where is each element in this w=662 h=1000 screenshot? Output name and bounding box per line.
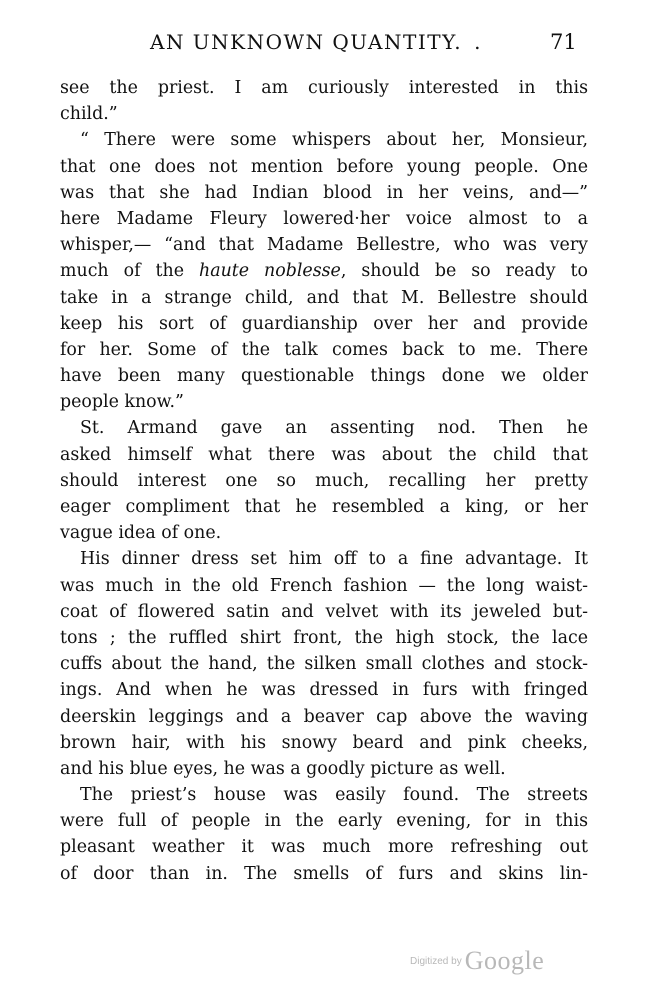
text-line: were full of people in the early evening, for in this — [60, 811, 588, 832]
text-line: whisper,— “and that Madame Bellestre, who was very — [60, 235, 588, 256]
running-title: AN UNKNOWN QUANTITY. — [150, 30, 463, 54]
text-line: The priest’s house was easily found. The streets — [80, 785, 588, 806]
text-line: here Madame Fleury lowered·her voice almost to a — [60, 208, 588, 229]
text-fragment: , should be so ready to — [340, 261, 589, 282]
text-line: for her. Some of the talk comes back to me. There — [60, 339, 588, 360]
text-line: St. Armand gave an assenting nod. Then he — [80, 418, 588, 439]
text-line: child.” — [60, 104, 118, 125]
digitized-watermark — [410, 946, 544, 976]
text-line: should interest one so much, recalling her pretty — [60, 470, 588, 491]
text-line: that one does not mention before young people. One — [60, 156, 588, 177]
page-number: 71 — [550, 30, 577, 54]
text-line: and his blue eyes, he was a goodly picture as well. — [60, 758, 506, 779]
text-line: asked himself what there was about the child that — [60, 444, 588, 465]
text-line: of door than in. The smells of furs and skins lin- — [60, 863, 588, 884]
text-line: pleasant weather it was much more refreshing out — [60, 837, 588, 858]
text-line: deerskin leggings and a beaver cap above the waving — [60, 706, 588, 727]
text-line: brown hair, with his snowy beard and pink cheeks, — [60, 732, 588, 753]
body-text — [60, 75, 588, 887]
text-line: tons ; the ruffled shirt front, the high stock, the lace — [60, 627, 588, 648]
text-line: eager compliment that he resembled a king, or her — [60, 497, 588, 517]
text-line: coat of flowered satin and velvet with its jeweled but- — [60, 601, 588, 622]
text-line: His dinner dress set him off to a fine advantage. It — [80, 549, 588, 570]
text-line: was much in the old French fashion — the long waist- — [60, 575, 588, 596]
text-line: ings. And when he was dressed in furs with fringed — [60, 680, 588, 701]
italic-phrase: haute noblesse — [199, 261, 341, 282]
running-header — [150, 30, 590, 54]
text-line: keep his sort of guardianship over her and provide — [60, 313, 588, 334]
text-line: was that she had Indian blood in her veins, and—” — [60, 182, 588, 203]
text-fragment: much of the — [60, 261, 184, 282]
google-logo: Google — [464, 946, 545, 975]
text-line: “ There were some whispers about her, Monsieur, — [80, 130, 588, 151]
text-line: vague idea of one. — [60, 523, 222, 544]
text-line: have been many questionable things done we older — [60, 366, 588, 387]
text-line: see the priest. I am curiously interested in this — [60, 78, 588, 98]
watermark-prefix: Digitized by — [410, 955, 462, 967]
text-line: cuffs about the hand, the silken small clothes and stock- — [60, 654, 588, 675]
header-separator: . — [474, 30, 482, 54]
text-line-with-italic — [60, 258, 588, 284]
text-line: people know.” — [60, 392, 184, 413]
text-line: take in a strange child, and that M. Bellestre should — [60, 287, 588, 308]
